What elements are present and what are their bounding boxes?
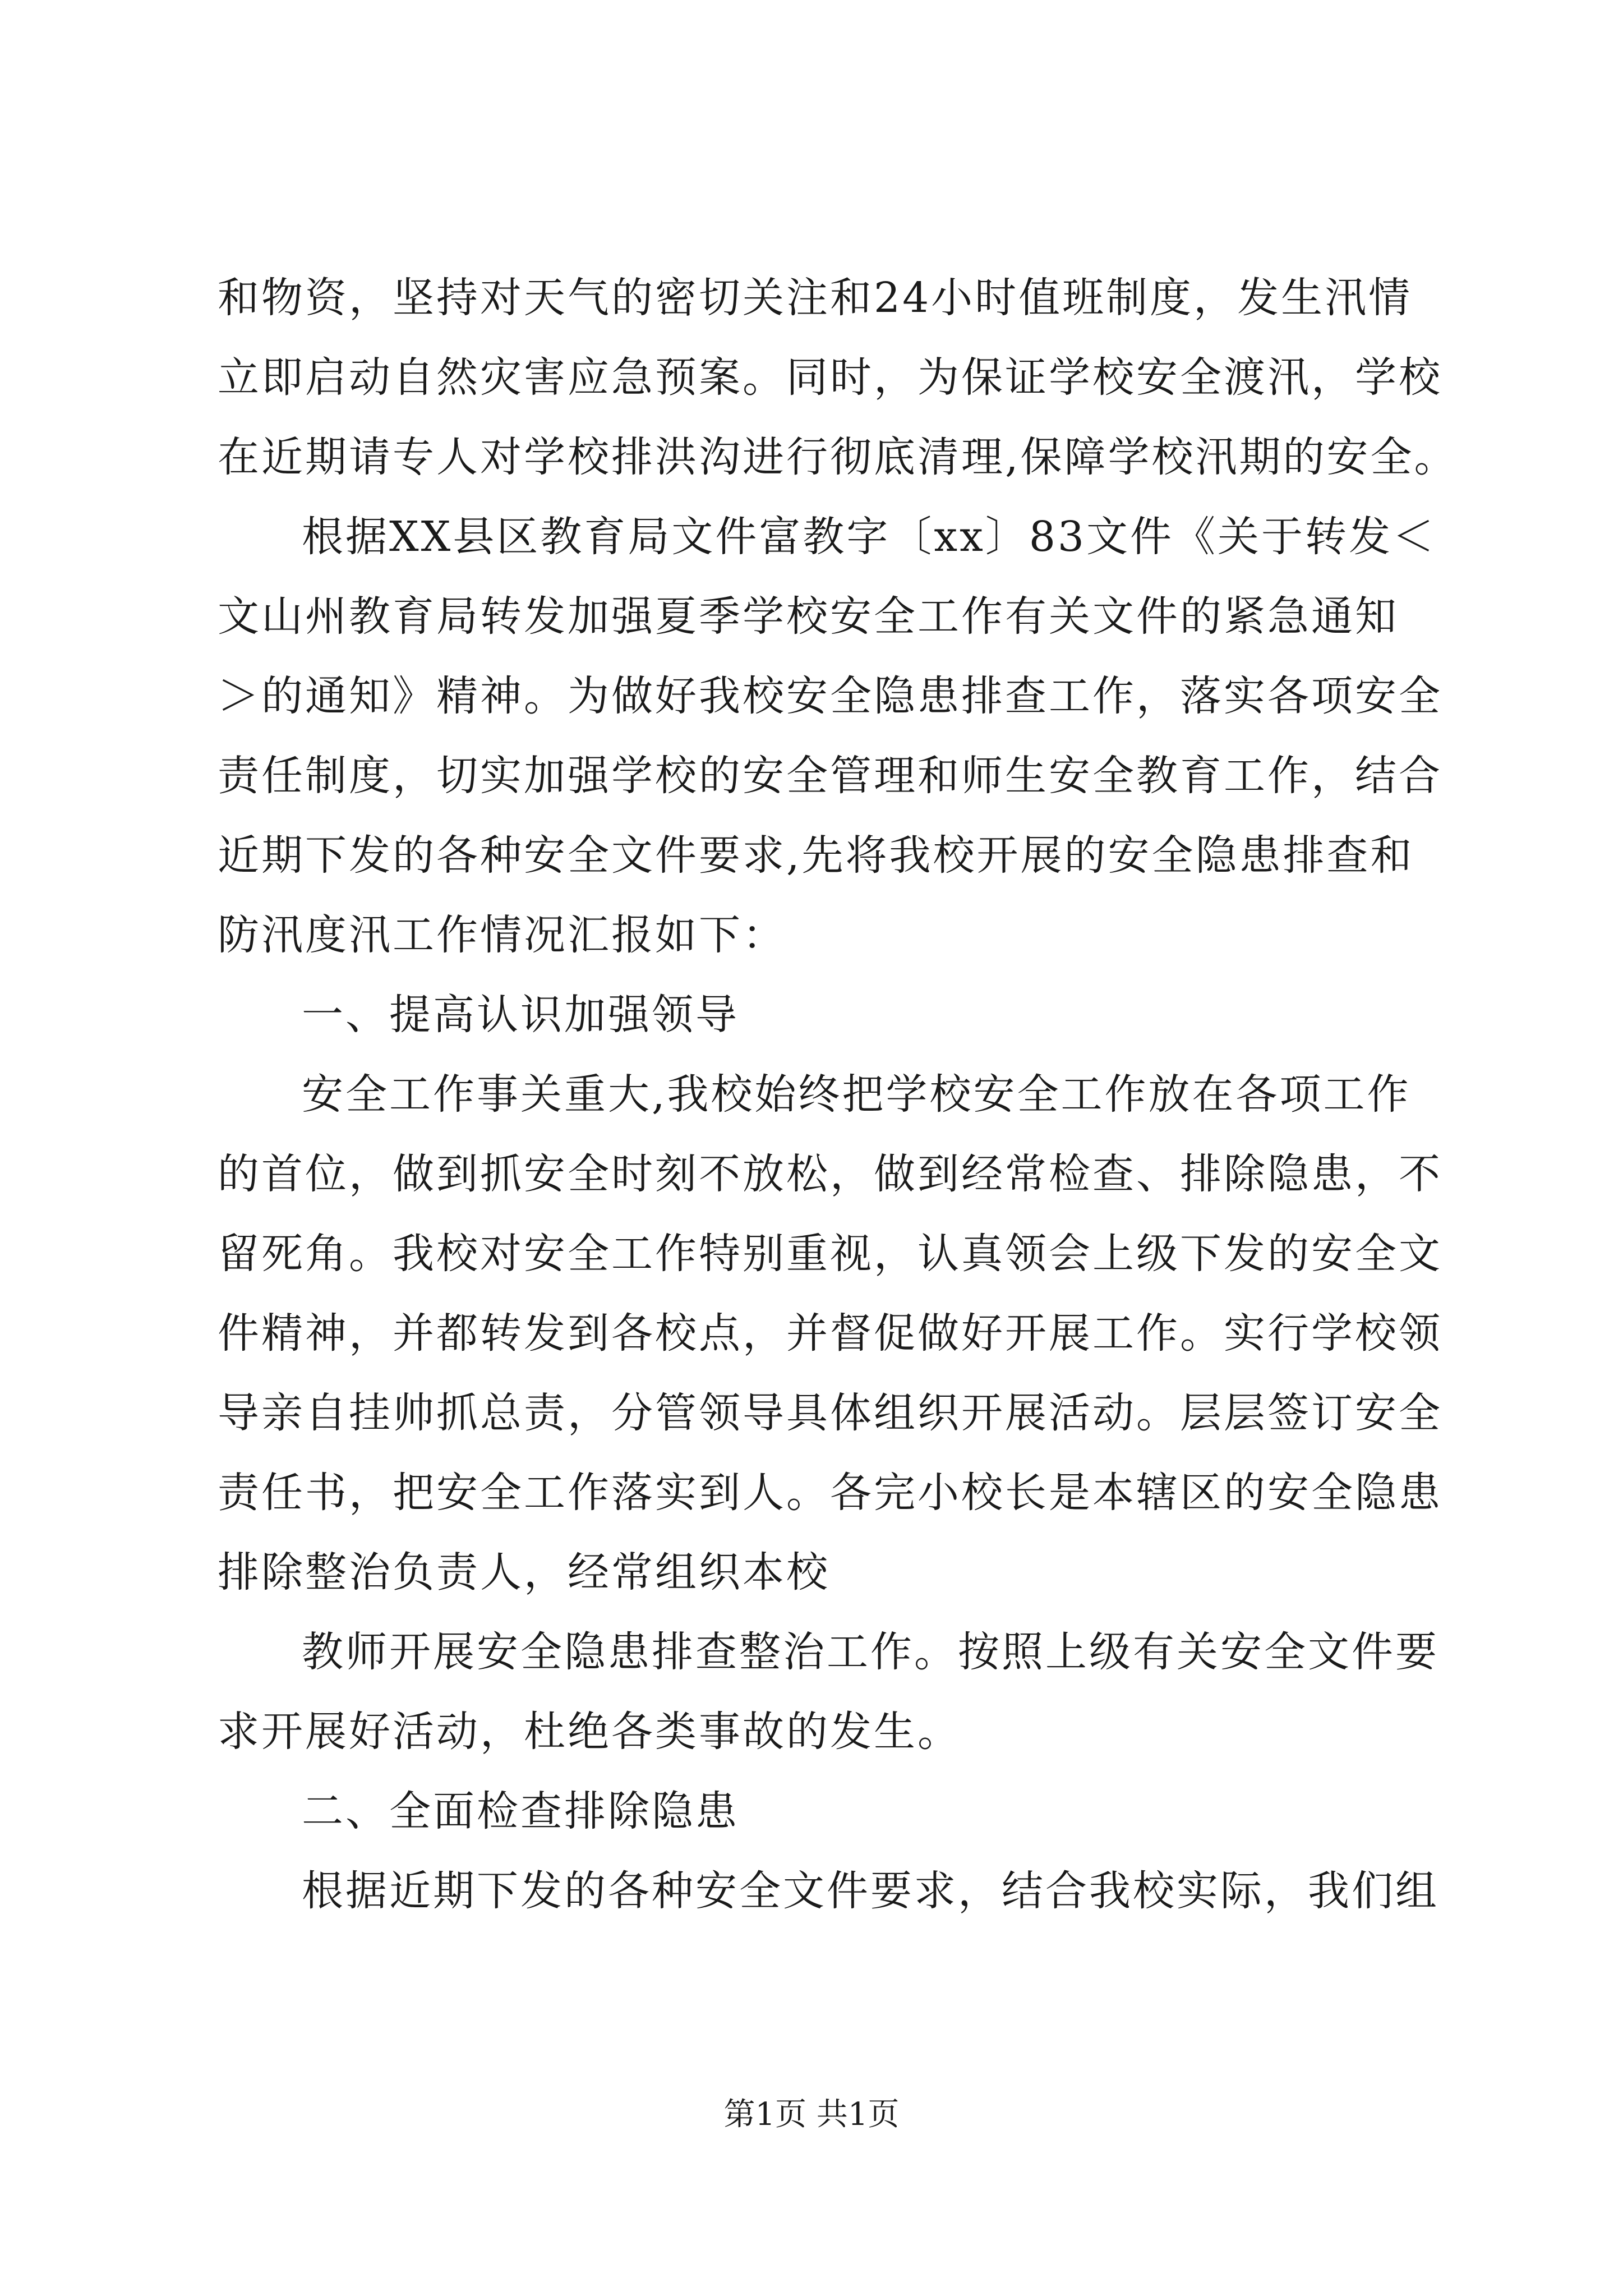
text-line: 近期下发的各种安全文件要求,先将我校开展的安全隐患排查和: [218, 831, 1414, 880]
section-heading: 一、提高认识加强领导: [302, 991, 739, 1039]
text-line: 求开展好活动，杜绝各类事故的发生。: [218, 1708, 961, 1756]
text-line: 根据XX县区教育局文件富教字〔xx〕83文件《关于转发＜: [302, 513, 1436, 561]
text-line: 安全工作事关重大,我校始终把学校安全工作放在各项工作: [302, 1070, 1411, 1119]
text-line: 导亲自挂帅抓总责，分管领导具体组织开展活动。层层签订安全: [218, 1389, 1442, 1437]
text-line: 责任制度，切实加强学校的安全管理和师生安全教育工作，结合: [218, 752, 1442, 800]
page-number-footer: 第1页 共1页: [723, 2096, 900, 2133]
text-line: 根据近期下发的各种安全文件要求，结合我校实际，我们组: [302, 1867, 1439, 1915]
text-line: 留死角。我校对安全工作特别重视，认真领会上级下发的安全文: [218, 1230, 1442, 1278]
text-line: 教师开展安全隐患排查整治工作。按照上级有关安全文件要: [302, 1628, 1439, 1676]
text-line: 件精神，并都转发到各校点，并督促做好开展工作。实行学校领: [218, 1309, 1442, 1358]
text-line: 文山州教育局转发加强夏季学校安全工作有关文件的紧急通知: [218, 592, 1399, 641]
section-heading: 二、全面检查排除隐患: [302, 1787, 739, 1835]
text-line: 在近期请专人对学校排洪沟进行彻底清理,保障学校汛期的安全。: [218, 433, 1458, 481]
text-line: 防汛度汛工作情况汇报如下：: [218, 911, 786, 959]
text-line: 立即启动自然灾害应急预案。同时，为保证学校安全渡汛，学校: [218, 353, 1442, 402]
text-line: ＞的通知》精神。为做好我校安全隐患排查工作，落实各项安全: [218, 672, 1442, 720]
text-line: 和物资，坚持对天气的密切关注和24小时值班制度，发生汛情: [218, 274, 1413, 322]
text-line: 的首位，做到抓安全时刻不放松，做到经常检查、排除隐患，不: [218, 1150, 1442, 1198]
text-line: 排除整治负责人，经常组织本校: [218, 1548, 830, 1596]
document-body: [218, 258, 1458, 1931]
text-line: 责任书，把安全工作落实到人。各完小校长是本辖区的安全隐患: [218, 1469, 1442, 1517]
